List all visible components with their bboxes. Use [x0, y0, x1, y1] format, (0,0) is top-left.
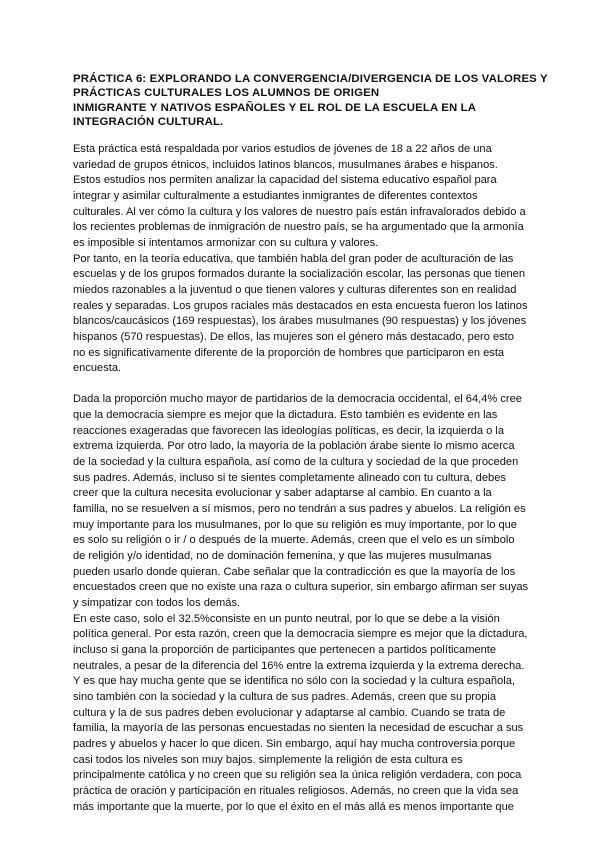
text-line: Por tanto, en la teoría educativa, que también habla del gran poder de aculturación de las — [73, 252, 514, 265]
text-line: Estos estudios nos permiten analizar la capacidad del sistema educativo español para — [73, 174, 497, 187]
text-line: pueden usarlo donde quieran. Cabe señalar que la contradicción es que la mayoría de los — [73, 565, 516, 578]
text-line: práctica de oración y participación en rituales religiosos. Además, no creen que la vida sea — [73, 784, 519, 797]
text-line: neutrales, a pesar de la diferencia del 16% entre la extrema izquierda y la extrema derecha. — [73, 659, 525, 672]
text-line: que la democracia siempre es mejor que la dictadura. Esto también es evidente en las — [73, 409, 498, 422]
text-line: cultura y la de sus padres deben evolucionar y adaptarse al cambio. Cuando se trata de — [73, 706, 506, 719]
document-title — [73, 72, 548, 130]
text-line: política general. Por esta razón, creen que la democracia siempre es mejor que la dictadura, — [73, 628, 528, 641]
title-line: PRÁCTICAS CULTURALES LOS ALUMNOS DE ORIGEN — [73, 87, 380, 100]
text-line: hispanos (570 respuestas). De ellos, las mujeres son el género más destacado, pero esto — [73, 330, 514, 343]
text-line: encuesta. — [73, 362, 122, 375]
text-line: de religión y/o identidad, no de dominación femenina, y que las mujeres musulmanas — [73, 550, 492, 563]
text-line: y simpatizar con todos los demás. — [73, 597, 241, 610]
text-line: es solo su religión o ir / o después de la muerte. Además, creen que el velo es un símbolo — [73, 534, 515, 547]
text-line: En este caso, solo el 32.5%consiste en un punto neutral, por lo que se debe a la visión — [73, 612, 500, 625]
text-line: escuelas y de los grupos formados durante la socialización escolar, las personas que tienen — [73, 268, 526, 281]
title-line: INMIGRANTE Y NATIVOS ESPAÑOLES Y EL ROL DE LA ESCUELA EN LA — [73, 101, 477, 114]
document-body — [73, 142, 533, 815]
text-line: es imposible si intentamos armonizar con su cultura y valores. — [73, 236, 379, 249]
text-line: de la sociedad y la cultura española, así como de la cultura y sociedad de la que proceden — [73, 456, 519, 469]
text-line: encuestados creen que no existe una raza o cultura superior, sin embargo afirman ser suyas — [73, 581, 529, 594]
text-line: padres y abuelos y hacer lo que dicen. Sin embargo, aquí hay mucha controversia porque — [73, 737, 516, 750]
text-line: culturales. Al ver cómo la cultura y los valores de nuestro país están infravalorados debido a — [73, 205, 526, 218]
text-line: miedos razonables a la juventud o que tienen valores y culturas diferentes son en realidad — [73, 283, 517, 296]
text-line: los recientes problemas de inmigración de nuestro país, se ha argumentado que la armonía — [73, 221, 524, 234]
title-line: INTEGRACIÓN CULTURAL. — [73, 116, 224, 129]
text-line: no es significativamente diferente de la proporción de hombres que participaron en esta — [73, 346, 505, 359]
text-line: casi todos los niveles son muy bajos. simplemente la religión de esta cultura es — [73, 753, 463, 766]
text-line: integrar y asimilar culturalmente a estudiantes inmigrantes de diferentes contextos — [73, 189, 478, 202]
text-line: familia, la mayoría de las personas encuestadas no sienten la necesidad de escuchar a sus — [73, 722, 524, 735]
paragraph-spacer — [73, 377, 533, 393]
text-line: sus padres. Además, incluso si te sientes completamente alineado con tu cultura, debes — [73, 471, 506, 484]
text-line: blancos/caucásicos (169 respuestas), los árabes musulmanes (90 respuestas) y los jóvenes — [73, 315, 527, 328]
paragraph-intro — [73, 142, 533, 252]
paragraph-neutral — [73, 612, 533, 816]
text-line: incluso si gana la proporción de participantes que pertenecen a partidos políticamente — [73, 643, 497, 656]
text-line: principalmente católica y no creen que su religión sea la única religión verdadera, con poca — [73, 769, 522, 782]
text-line: más importante que la muerte, por lo que el éxito en el más allá es menos importante que — [73, 800, 514, 813]
text-line: creer que la cultura necesita evolucionar y saber adaptarse al cambio. En cuanto a la — [73, 487, 492, 500]
text-line: Esta práctica está respaldada por varios estudios de jóvenes de 18 a 22 años de una — [73, 143, 492, 155]
text-line: variedad de grupos étnicos, incluidos latinos blancos, musulmanes árabes e hispanos. — [73, 158, 498, 171]
paragraph-democracy — [73, 392, 533, 611]
text-line: Dada la proporción mucho mayor de partidarios de la democracia occidental, el 64,4% cree — [73, 393, 522, 406]
text-line: muy importante para los musulmanes, por lo que su religión es muy importante, por lo que — [73, 518, 517, 531]
text-line: familia, no se resuelven a sí mismos, pero no tendrán a sus padres y abuelos. La religión es — [73, 503, 526, 516]
text-line: reacciones exageradas que favorecen las ideologías políticas, es decir, la izquierda o la — [73, 424, 505, 437]
text-line: Y es que hay mucha gente que se identifica no sólo con la sociedad y la cultura española, — [73, 675, 515, 688]
title-line: PRÁCTICA 6: EXPLORANDO LA CONVERGENCIA/DIVERGENCIA DE LOS VALORES Y — [73, 73, 548, 85]
text-line: reales y separadas. Los grupos raciales más destacados en esta encuesta fueron los latinos — [73, 299, 528, 312]
text-line: sino también con la sociedad y la cultura de sus padres. Además, creen que su propia — [73, 690, 497, 703]
paragraph-theory — [73, 252, 533, 377]
text-line: extrema izquierda. Por otro lado, la mayoría de la población árabe siente lo mismo acerca — [73, 440, 515, 453]
